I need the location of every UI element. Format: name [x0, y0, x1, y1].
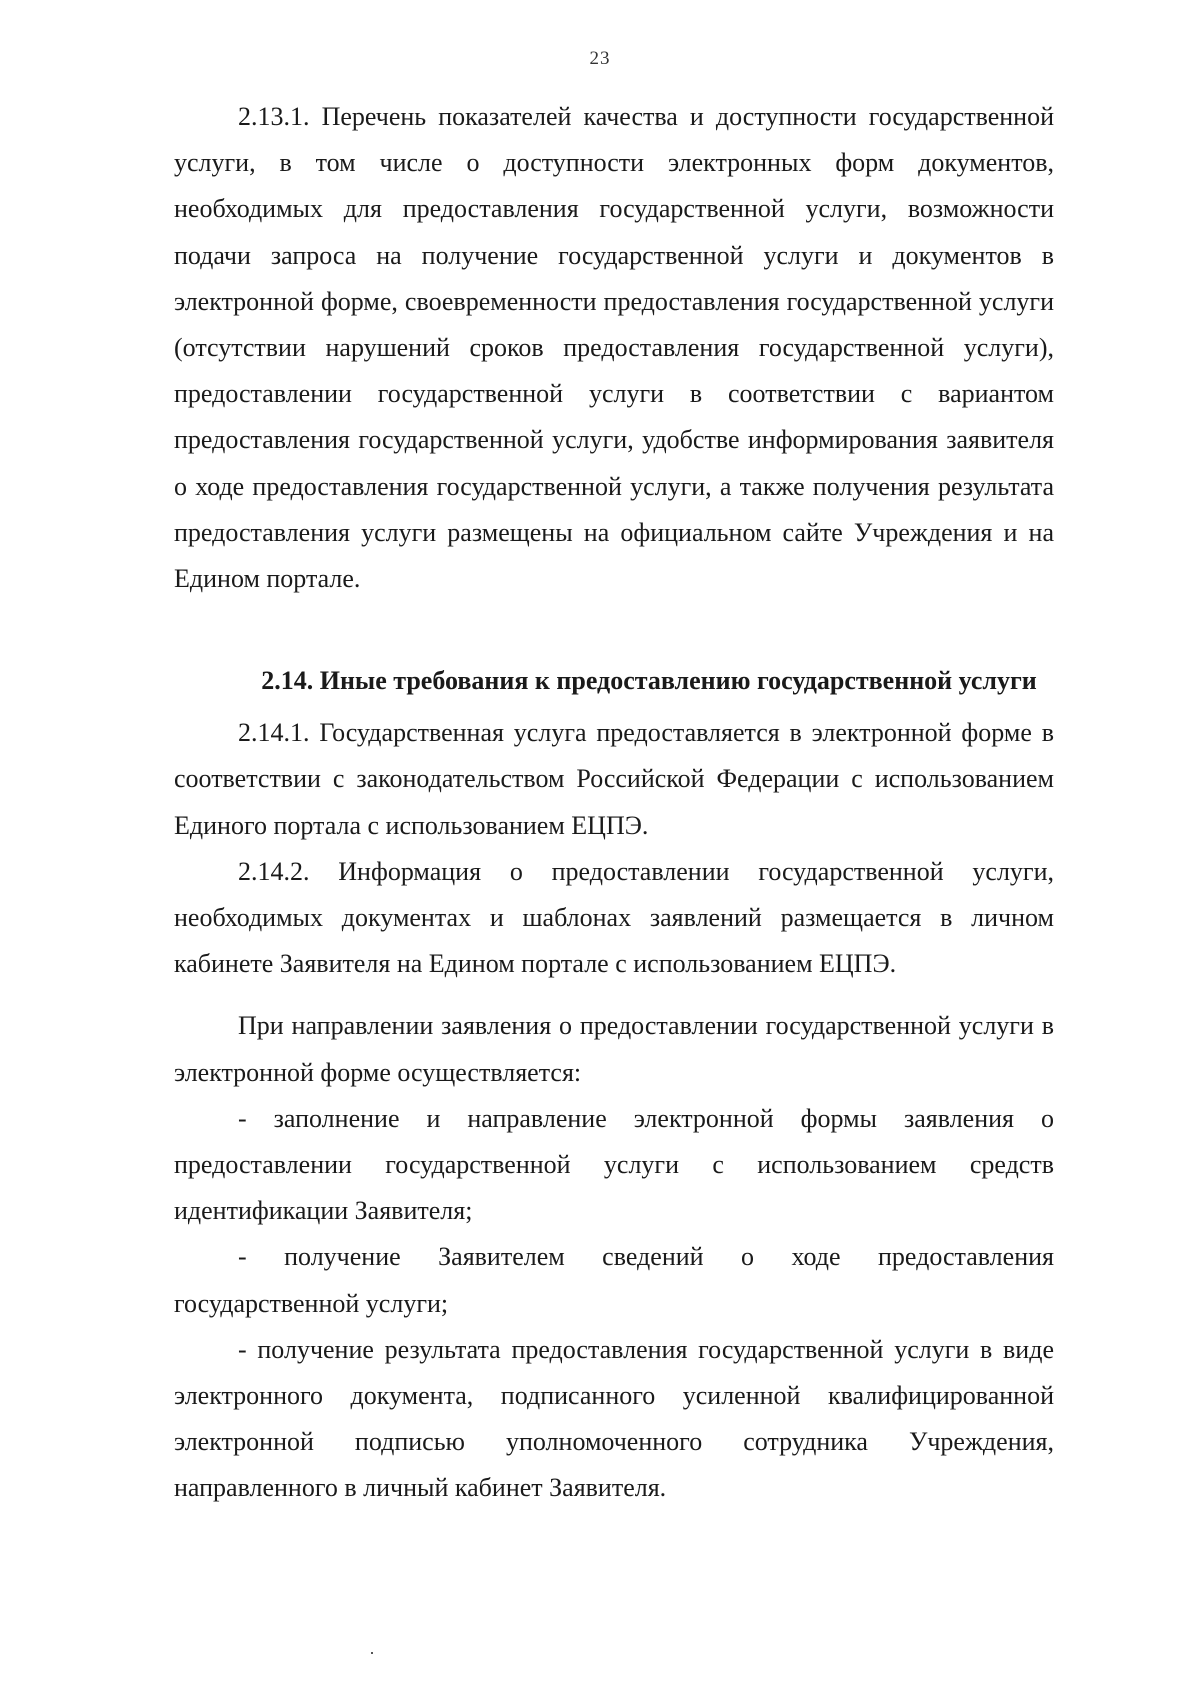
paragraph-2-13-1: 2.13.1. Перечень показателей качества и доступности государственной услуги, в том числе о доступности электронных форм документов, необходимых для предоставления государственной услуги, возможности подачи запроса на получение государственной услуги и документов в электронной форме, своевременности предоставления государственной услуги (отсутствии нарушений сроков предоставления государственной услуги), предоставлении государственной услуги в соответствии с вариантом предоставления государственной услуги, удобстве информирования заявителя о ходе предоставления государственной услуги, а также получения результата предоставления услуги размещены на официальном сайте Учреждения и на Едином портале. [174, 102, 1054, 594]
list-item-fill-form: - заполнение и направление электронной формы заявления о предоставлении государственной услуги с использованием средств идентификации Заявителя; [174, 1103, 1054, 1226]
paragraph-2-14-2: 2.14.2. Информация о предоставлении государственной услуги, необходимых документах и шаблонах заявлений размещается в личном кабинете Заявителя на Едином портале с использованием ЕЦПЭ. [174, 856, 1054, 979]
page-number: 23 [589, 48, 611, 69]
paragraph-electronic-form-intro: При направлении заявления о предоставлении государственной услуги в электронной форме осуществляется: [174, 1011, 1054, 1087]
list-item-status-info: - получение Заявителем сведений о ходе предоставления государственной услуги; [174, 1242, 1054, 1318]
list-item-result: - получение результата предоставления государственной услуги в виде электронного документа, подписанного усиленной квалифицированной электронной подписью уполномоченного сотрудника Учреждения, направленного в личный кабинет Заявителя. [174, 1334, 1054, 1503]
scan-speck [371, 1652, 373, 1654]
paragraph-2-14-1: 2.14.1. Государственная услуга предоставляется в электронной форме в соответствии с законодательством Российской Федерации с использованием Единого портала с использованием ЕЦПЭ. [174, 718, 1054, 840]
section-heading-2-14: 2.14. Иные требования к предоставлению государственной услуги [261, 666, 1037, 696]
document-body [174, 94, 1054, 1512]
